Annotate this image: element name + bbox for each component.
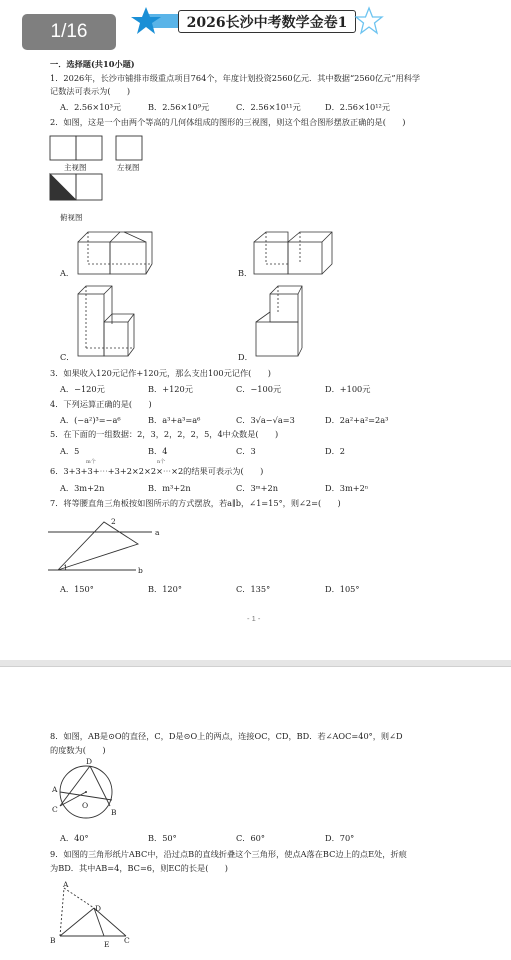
q3-option-b[interactable]: B．+120元: [148, 384, 193, 394]
q7-option-b[interactable]: B．120°: [148, 584, 182, 594]
q1-option-a[interactable]: A．2.56×10³元: [60, 102, 122, 112]
q5-option-d[interactable]: D．2: [325, 446, 345, 456]
q6-option-c[interactable]: C．3ᵐ+2n: [236, 483, 279, 493]
q8-option-a[interactable]: A．40°: [60, 833, 89, 843]
exam-title: 2026长沙中考数学金卷1: [178, 10, 356, 33]
q4-stem: 4．下列运算正确的是( ): [50, 399, 152, 409]
q6-option-b[interactable]: B．m³+2n: [148, 483, 191, 493]
q6-stem: 6．3+3+3+⋯+3+2×2×2×⋯×2的结果可表示为( ): [50, 466, 264, 476]
q2-stem: 2．如图，这是一个由两个等高的几何体组成的图形的三视图，则这个组合图形摆放正确的是( ): [50, 117, 406, 127]
angle-2-label: 2: [111, 517, 116, 526]
page-separator-edge: [0, 666, 511, 667]
q7-option-c[interactable]: C．135°: [236, 584, 271, 594]
q2-option-d[interactable]: D．: [238, 352, 253, 362]
point-d-label: D: [86, 757, 93, 766]
q1-stem-line1: 1．2026年，长沙市铺排市级重点项目764个，年度计划投资2560亿元．其中数据“2560亿元”用科学: [50, 73, 421, 83]
q3-option-c[interactable]: C．−100元: [236, 384, 282, 394]
q9-stem-line2: 为BD．其中AB=4，BC=6，则EC的长是( ): [50, 863, 228, 873]
line-b-label: b: [138, 566, 143, 575]
q4-option-b[interactable]: B．a³+a³=a⁶: [148, 415, 201, 425]
q8-option-d[interactable]: D．70°: [325, 833, 355, 843]
q1-option-c[interactable]: C．2.56×10¹¹元: [236, 102, 301, 112]
q5-option-a[interactable]: A．5: [60, 446, 80, 456]
q8-option-b[interactable]: B．50°: [148, 833, 177, 843]
q2-figure-d: [256, 284, 306, 358]
top-view-label: 俯视图: [60, 213, 83, 222]
point-a-label-q9: A: [63, 880, 69, 889]
front-view-label: 主视图: [64, 163, 87, 172]
section-title: 一．选择题(共10小题): [50, 59, 135, 69]
q3-option-d[interactable]: D．+100元: [325, 384, 371, 394]
page-indicator: 1/16: [22, 14, 116, 50]
q6-brace-label-m: m个: [86, 459, 96, 465]
point-a-label: A: [52, 785, 58, 794]
q2-option-c[interactable]: C．: [60, 352, 75, 362]
star-outline-icon: [354, 6, 384, 36]
page-number: - 1 -: [247, 614, 261, 623]
q7-option-a[interactable]: A．150°: [60, 584, 94, 594]
point-c-label: C: [52, 805, 58, 814]
q5-stem: 5．在下面的一组数据：2，3，2，2，2，5，4中众数是( ): [50, 429, 279, 439]
q1-option-d[interactable]: D．2.56×10¹²元: [325, 102, 391, 112]
angle-1-label: 1: [63, 563, 68, 572]
left-view-label: 左视图: [117, 163, 140, 172]
q8-stem-line2: 的度数为( ): [50, 745, 106, 755]
line-a-label: a: [155, 528, 160, 537]
star-icon: [128, 6, 184, 36]
q8-option-c[interactable]: C．60°: [236, 833, 265, 843]
q4-option-a[interactable]: A．(−a²)³=−a⁶: [60, 415, 121, 425]
q7-stem: 7．将等腰直角三角板按如图所示的方式摆放，若a∥b，∠1=15°，则∠2=( ): [50, 498, 341, 508]
q2-option-a[interactable]: A．: [60, 268, 75, 278]
q9-triangle-figure: [56, 884, 128, 940]
q3-stem: 3．如果收入120元记作+120元，那么支出100元记作( ): [50, 368, 271, 378]
q2-option-b[interactable]: B．: [238, 268, 253, 278]
point-b-label-q9: B: [50, 936, 56, 945]
q2-figure-a: [78, 230, 156, 276]
q1-stem-line2: 记数法可表示为( ): [50, 86, 131, 96]
q6-option-d[interactable]: D．3m+2ⁿ: [325, 483, 369, 493]
q5-option-c[interactable]: C．3: [236, 446, 256, 456]
q8-stem-line1: 8．如图，AB是⊙O的直径，C，D是⊙O上的两点，连接OC，CD，BD．若∠AOC=40°，则∠D: [50, 731, 403, 741]
q6-option-a[interactable]: A．3m+2n: [60, 483, 105, 493]
q2-figure-c: [78, 284, 134, 358]
q4-option-d[interactable]: D．2a²+a²=2a³: [325, 415, 389, 425]
point-b-label: B: [111, 808, 117, 817]
q7-option-d[interactable]: D．105°: [325, 584, 360, 594]
q4-option-c[interactable]: C．3√a−√a=3: [236, 415, 295, 425]
point-o-label: O: [82, 801, 89, 810]
q2-figure-b: [254, 230, 334, 276]
q3-option-a[interactable]: A．−120元: [60, 384, 105, 394]
q8-circle-figure: [50, 762, 120, 824]
q5-option-b[interactable]: B．4: [148, 446, 168, 456]
q6-brace-label-n: n个: [157, 459, 166, 465]
point-c-label-q9: C: [124, 936, 130, 945]
point-e-label-q9: E: [104, 940, 110, 949]
q9-stem-line1: 9．如图的三角形纸片ABC中，沿过点B的直线折叠这个三角形，使点A落在BC边上的点E处，折痕: [50, 849, 407, 859]
point-d-label-q9: D: [95, 904, 102, 913]
q1-option-b[interactable]: B．2.56×10⁹元: [148, 102, 210, 112]
